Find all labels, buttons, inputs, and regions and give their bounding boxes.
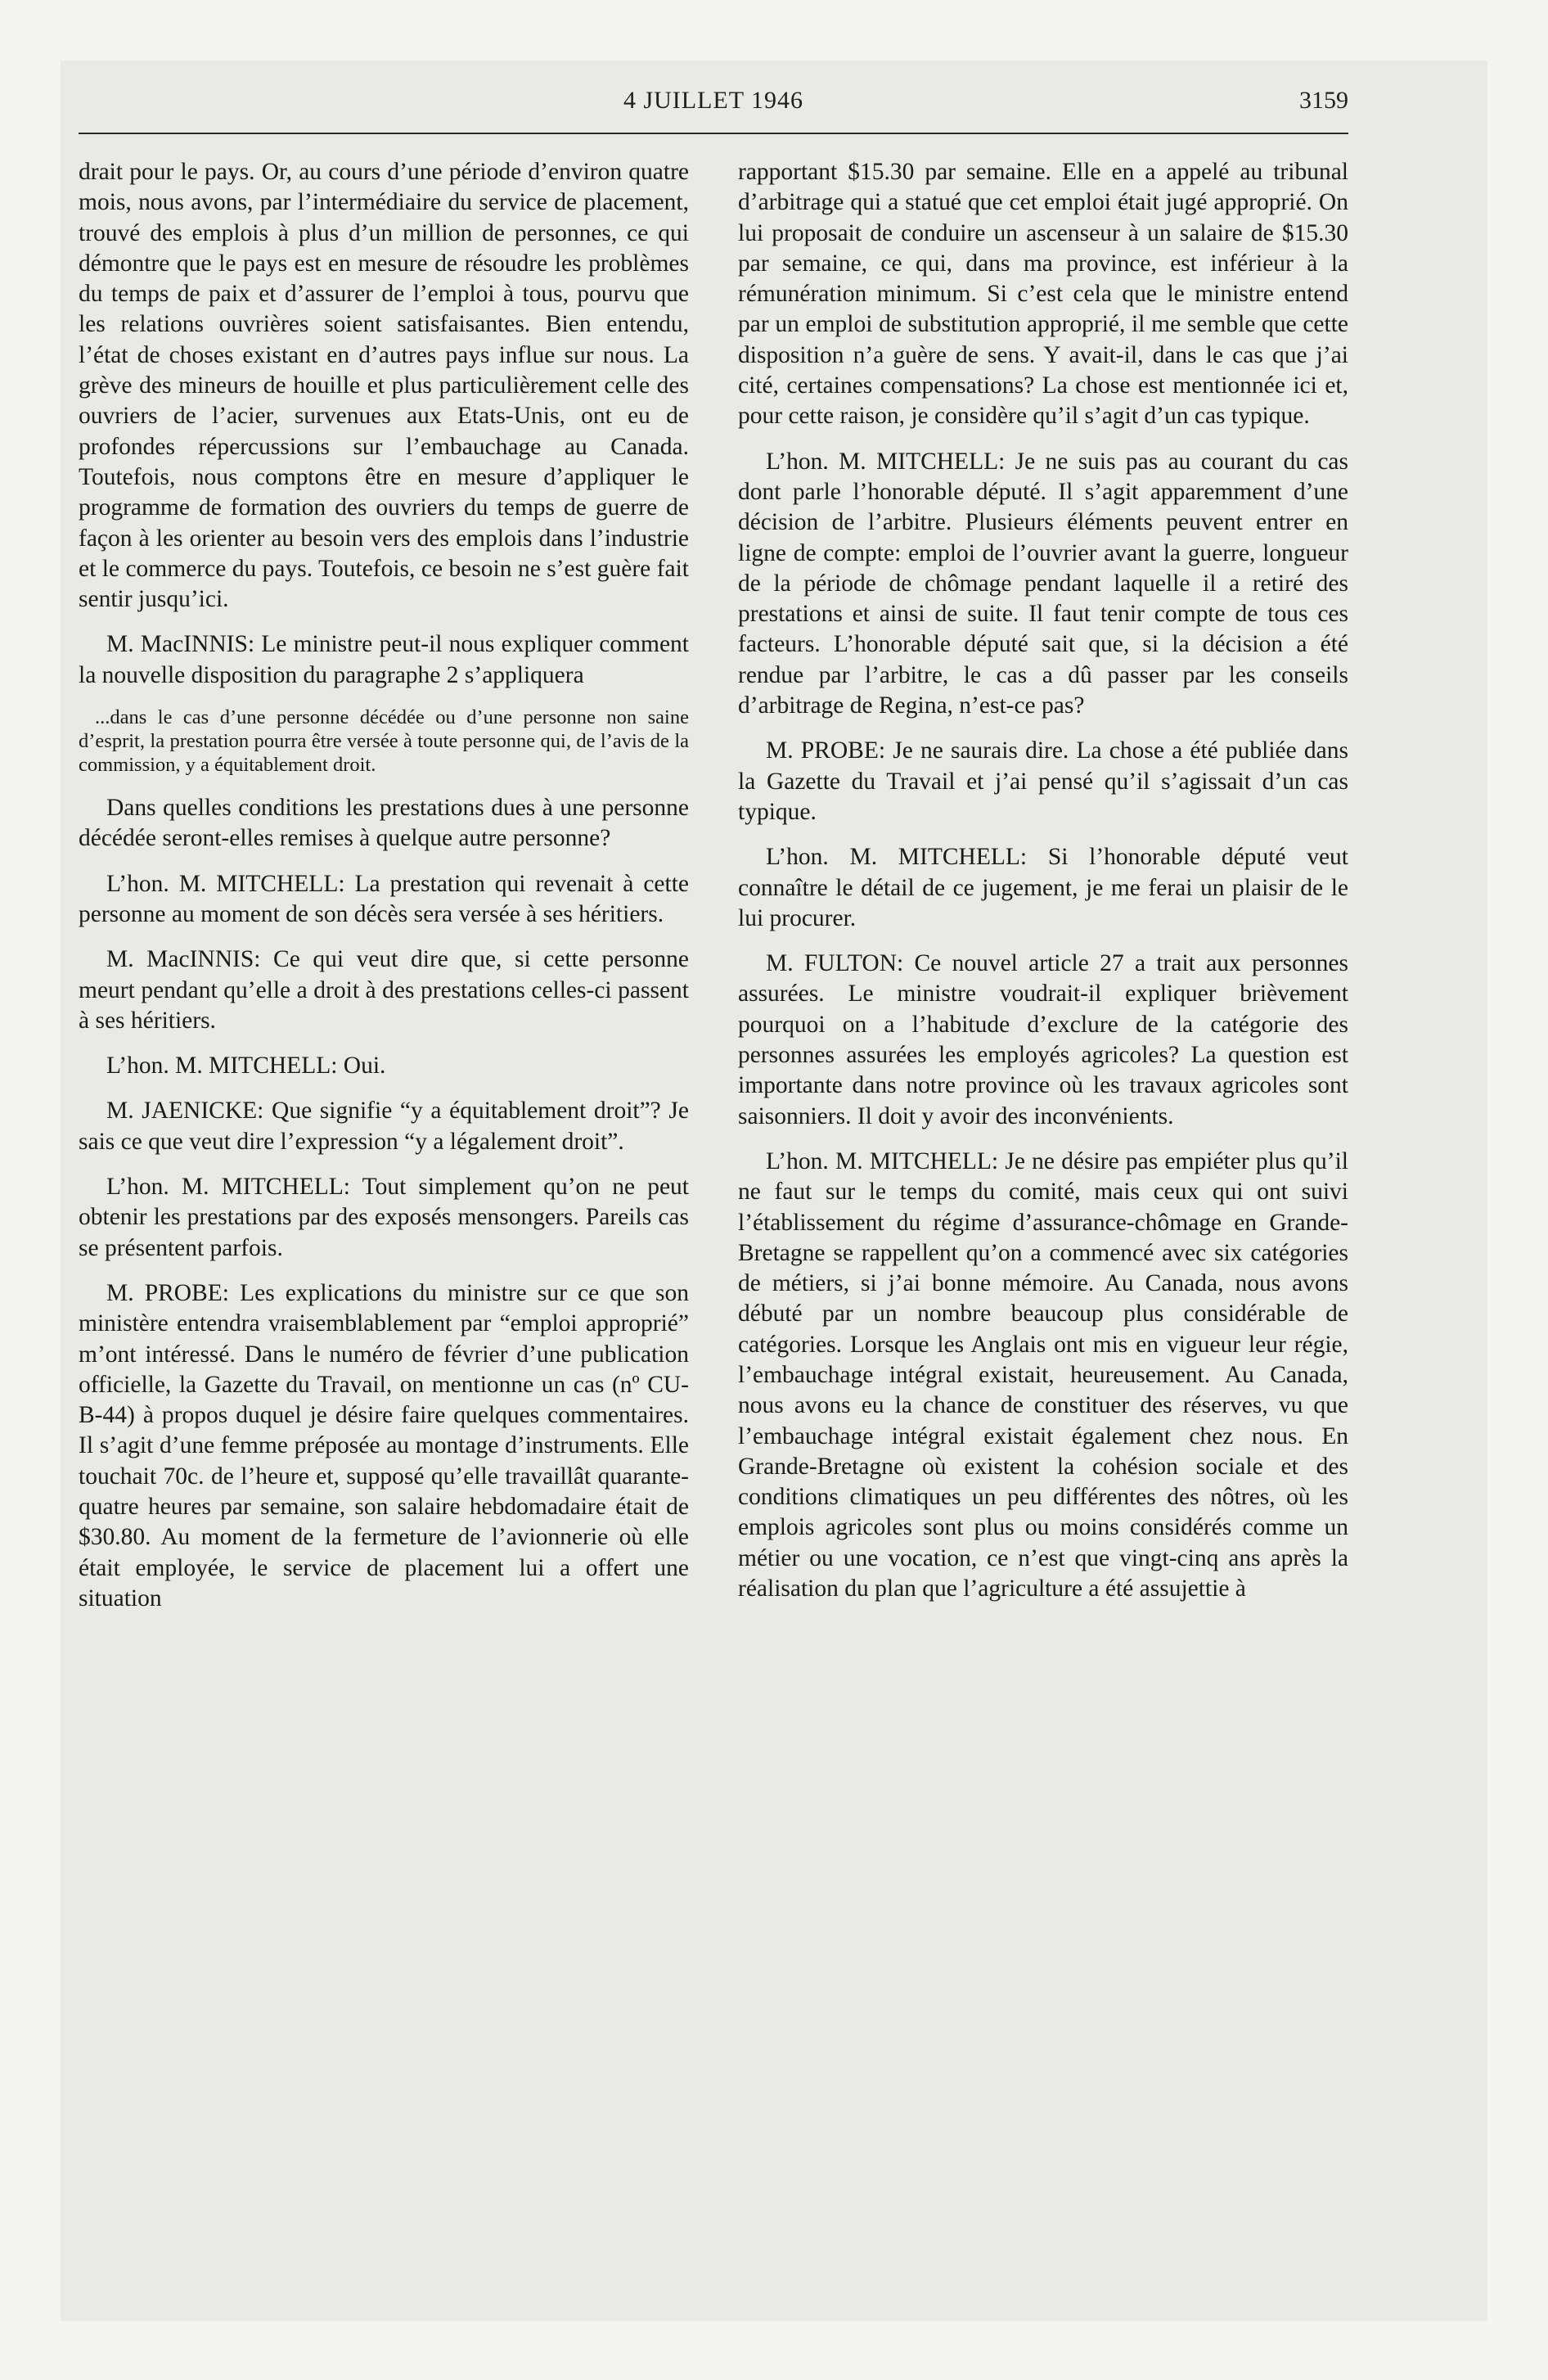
paragraph-mitchell-oui: L’hon. M. MITCHELL: Oui. — [106, 1053, 386, 1080]
paragraph-mitchell-answer: L’hon. M. MITCHELL: La prestation qui revenait à cette personne au moment de son décès sera versée à ses héritiers. — [79, 870, 689, 927]
page-header — [79, 87, 1348, 128]
paragraph-continued: drait pour le pays. Or, au cours d’une période d’environ quatre mois, nous avons, par l’intermédiaire du service de placement, trouvé des emplois à plus d’un million de personnes, ce qui démontre que le pays est en mesure de résoudre les problèmes du temps de paix et d’assurer de l’emploi à tous, pourvu que les relations ouvrières soient satisfaisantes. Bien entendu, l’état de choses existant en d’autres pays influe sur nous. La grève des mineurs de houille et plus particulièrement celle des ouvriers de l’acier, survenues aux Etats-Unis, ont eu de profondes répercussions sur l’embauchage au Canada. Toutefois, nous comptons être en mesure d’appliquer le programme de formation des ouvriers du temps de guerre de façon à les orienter au besoin vers des emplois dans l’industrie et le commerce du pays. Toutefois, ce besoin ne s’est guère fait sentir jusqu’ici. — [79, 159, 689, 613]
left-column — [79, 157, 689, 1614]
quoted-provision: ...dans le cas d’une personne décédée ou d’une personne non saine d’esprit, la prestation pourra être versée à toute personne qui, de l’avis de la commission, y a équitablement droit. — [79, 706, 689, 777]
header-rule — [79, 133, 1348, 134]
paragraph-fulton: M. FULTON: Ce nouvel article 27 a trait aux personnes assurées. Le ministre voudrait-il expliquer brièvement pourquoi on a l’habitude d’exclure de la catégorie des personnes assurées les employés agricoles? La question est importante dans notre province où les travaux agricoles sont saisonniers. Il doit y avoir des inconvénients. — [738, 950, 1348, 1129]
paragraph-macinnis-heirs: M. MacINNIS: Ce qui veut dire que, si cette personne meurt pendant qu’elle a droit à des prestations celles-ci passent à ses héritiers. — [79, 946, 689, 1034]
page-number: 3159 — [1299, 87, 1348, 114]
header-date: 4 JUILLET 1946 — [623, 87, 804, 114]
paragraph-mitchell-detail: L’hon. M. MITCHELL: Si l’honorable député veut connaître le détail de ce jugement, je me ferai un plaisir de le lui procurer. — [738, 844, 1348, 931]
paragraph-mitchell-arbitre: L’hon. M. MITCHELL: Je ne suis pas au courant du cas dont parle l’honorable député. Il s’agit apparemment d’une décision de l’arbitre. Plusieurs éléments peuvent entrer en ligne de compte: emploi de l’ouvrier avant la guerre, longueur de la période de chômage pendant laquelle il a retiré des prestations et ainsi de suite. Il faut tenir compte de tous ces facteurs. L’honorable député sait que, si la décision a été rendue par l’arbitre, le cas a dû passer par les conseils d’arbitrage de Regina, n’est-ce pas? — [738, 448, 1348, 719]
paragraph-mitchell-bretagne: L’hon. M. MITCHELL: Je ne désire pas empiéter plus qu’il ne faut sur le temps du comité, mais ceux qui ont suivi l’établissement du régime d’assurance-chômage en Grande-Bretagne se rappellent qu’on a commencé avec six catégories de métiers, si j’ai bonne mémoire. Au Canada, nous avons débuté par un nombre beaucoup plus considérable de catégories. Lorsque les Anglais ont mis en vigueur leur régie, l’embauchage intégral existait, heureusement. Au Canada, nous avons eu la chance de constituer des réserves, vu que l’embauchage intégral existait également chez nous. En Grande-Bretagne où existent la cohésion sociale et des conditions climatiques un peu différentes des nôtres, où les emplois agricoles sont plus ou moins considérés comme un métier ou une vocation, ce n’est que vingt-cinq ans après la réalisation du plan que l’agriculture a été assujettie à — [738, 1147, 1348, 1602]
right-column — [738, 157, 1348, 1604]
paragraph-jaenicke: M. JAENICKE: Que signifie “y a équitablement droit”? Je sais ce que veut dire l’expression “y a légalement droit”. — [79, 1098, 689, 1155]
paragraph-macinnis-question: M. MacINNIS: Le ministre peut-il nous expliquer comment la nouvelle disposition du paragraphe 2 s’appliquera — [79, 631, 689, 688]
paragraph-probe-gazette: M. PROBE: Je ne saurais dire. La chose a été publiée dans la Gazette du Travail et j’ai pensé qu’il s’agissait d’un cas typique. — [738, 737, 1348, 825]
paragraph-probe: M. PROBE: Les explications du ministre sur ce que son ministère entendra vraisemblablement par “emploi approprié” m’ont intéressé. Dans le numéro de février d’une publication officielle, la Gazette du Travail, on mentionne un cas (nº CU-B-44) à propos duquel je désire faire quelques commentaires. Il s’agit d’une femme préposée au montage d’instruments. Elle touchait 70c. de l’heure et, supposé qu’elle travaillât quarante-quatre heures par semaine, son salaire hebdomadaire était de $30.80. Au moment de la fermeture de l’avionnerie où elle était employée, le service de placement lui a offert une situation — [79, 1279, 689, 1611]
paragraph-macinnis-followup: Dans quelles conditions les prestations dues à une personne décédée seront-elles remises à quelque autre personne? — [79, 795, 689, 852]
paragraph-mitchell-simply: L’hon. M. MITCHELL: Tout simplement qu’on ne peut obtenir les prestations par des exposés mensongers. Pareils cas se présentent parfois. — [79, 1174, 689, 1261]
paragraph-continued-right: rapportant $15.30 par semaine. Elle en a appelé au tribunal d’arbitrage qui a statué que cet emploi était jugé approprié. On lui proposait de conduire un ascenseur à un salaire de $15.30 par semaine, ce qui, dans ma province, est inférieur à la rémunération minimum. Si c’est cela que le ministre entend par un emploi de substitution approprié, il me semble que cette disposition n’a guère de sens. Y avait-il, dans le cas que j’ai cité, certaines compensations? La chose est mentionnée ici et, pour cette raison, je considère qu’il s’agit d’un cas typique. — [738, 159, 1348, 430]
